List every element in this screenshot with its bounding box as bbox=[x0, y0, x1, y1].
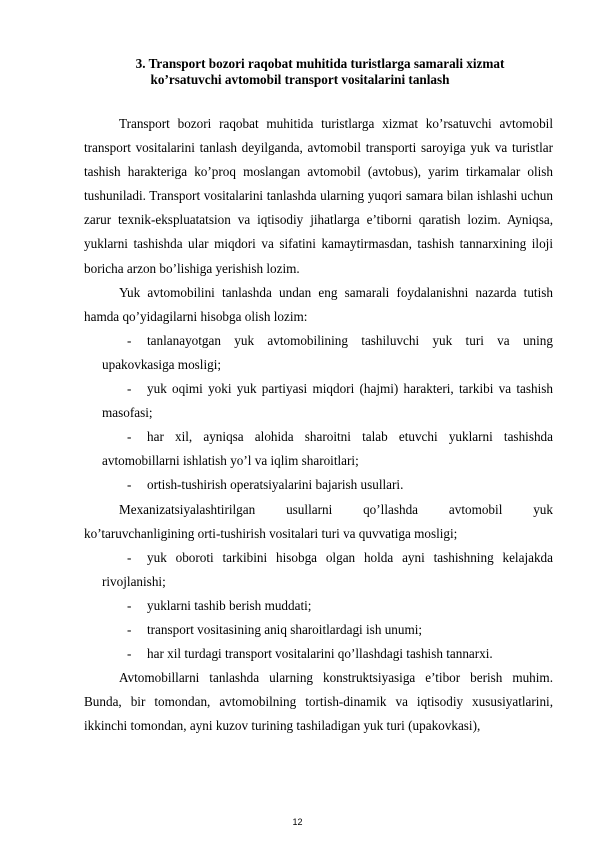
paragraph-criteria-intro: Yuk avtomobilini tanlashda undan eng samarali foydalanishni nazarda tutish hamda qo’yidagilarni hisobga olish lozim: bbox=[84, 284, 553, 324]
list-item-text: har xil, ayniqsa alohida sharoitni talab etuvchi yuklarni tashishda avtomobillarni ishlatish yo’l va iqlim sharoitlari; bbox=[102, 429, 553, 469]
section-heading-line-1: 3. Transport bozori raqobat muhitida turistlarga samarali xizmat bbox=[135, 56, 505, 71]
list-item bbox=[84, 594, 553, 618]
list-dash: - bbox=[127, 477, 132, 493]
list-dash: - bbox=[127, 429, 132, 445]
list-dash: - bbox=[127, 381, 132, 397]
list-item bbox=[84, 546, 553, 594]
list-item-text: yuklarni tashib berish muddati; bbox=[147, 597, 312, 613]
document-body bbox=[84, 112, 553, 738]
list-item bbox=[84, 642, 553, 666]
list-item bbox=[84, 618, 553, 642]
list-item-text: transport vositasining aniq sharoitlardagi ish unumi; bbox=[147, 621, 423, 637]
list-item bbox=[84, 425, 553, 473]
list-item-text: yuk oqimi yoki yuk partiyasi miqdori (hajmi) harakteri, tarkibi va tashish masofasi; bbox=[102, 381, 553, 421]
list-item bbox=[84, 473, 553, 497]
page-number: 12 bbox=[292, 817, 303, 827]
paragraph-construction: Avtomobillarni tanlashda ularning konstruktsiyasiga e’tibor berish muhim. Bunda, bir tomondan, avtomobilning tortish-dinamik va iqtisodiy xususiyatlarini, ikkinchi tomondan, ayni kuzov turining tashiladigan yuk turi (upakovkasi), bbox=[84, 670, 553, 734]
section-heading bbox=[120, 56, 520, 88]
list-item bbox=[84, 377, 553, 425]
list-dash: - bbox=[127, 646, 132, 662]
list-item-text: tanlanayotgan yuk avtomobilining tashiluvchi yuk turi va uning upakovkasiga mosligi; bbox=[102, 332, 553, 372]
list-item bbox=[84, 329, 553, 377]
list-dash: - bbox=[127, 549, 132, 565]
list-dash: - bbox=[127, 332, 132, 348]
list-item-text: yuk oboroti tarkibini hisobga olgan holda ayni tashishning kelajakda rivojlanishi; bbox=[102, 549, 553, 589]
list-dash: - bbox=[127, 597, 132, 613]
paragraph-mechanization: Mexanizatsiyalashtirilgan usullarni qo’llashda avtomobil yuk ko’taruvchanligining orti-tushirish vositalari turi va quvvatiga mosligi; bbox=[84, 501, 553, 541]
list-item-text: har xil turdagi transport vositalarini qo’llashdagi tashish tannarxi. bbox=[147, 646, 493, 662]
list-item-text: ortish-tushirish operatsiyalarini bajarish usullari. bbox=[147, 477, 404, 493]
section-heading-line-2: ko’rsatuvchi avtomobil transport vositalarini tanlash bbox=[150, 72, 450, 87]
list-dash: - bbox=[127, 621, 132, 637]
paragraph-intro: Transport bozori raqobat muhitida turistlarga xizmat ko’rsatuvchi avtomobil transport vositalarini tanlash deyilganda, avtomobil transporti saroyiga yuk va turistlar tashish harakteriga ko’proq moslangan avtomobil (avtobus), yarim tirkamalar olish tushuniladi. Transport vositalarini tanlashda ularning yuqori samara bilan ishlashi uchun zarur texnik-ekspluatatsion va iqtisodiy jihatlarga e’tiborni qaratish lozim. Ayniqsa, yuklarni tashishda ular miqdori va sifatini kamaytirmasdan, tashish tannarxining iloji boricha arzon bo’lishiga yerishish lozim. bbox=[84, 116, 553, 276]
